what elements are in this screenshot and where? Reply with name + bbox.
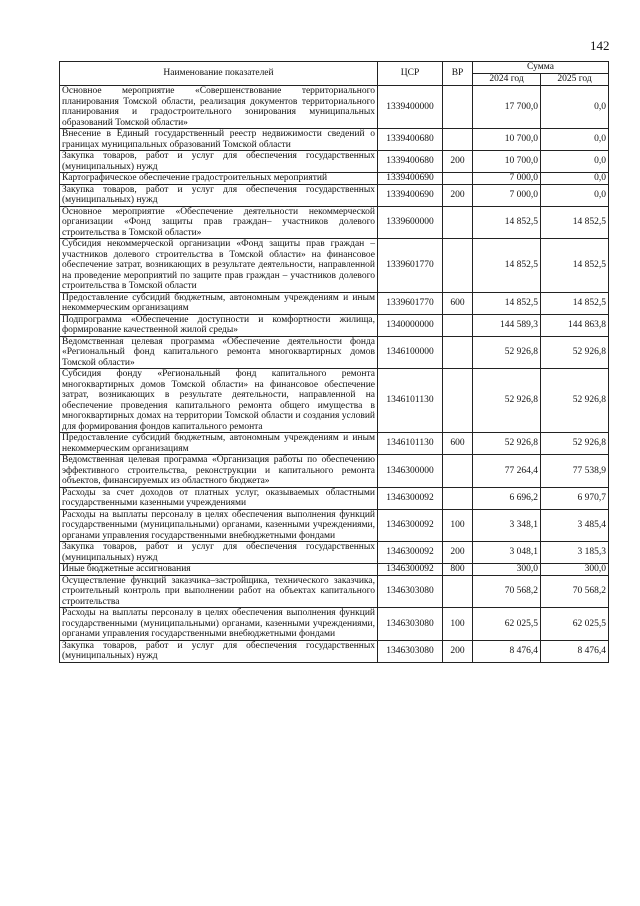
- row-csr: 1346101130: [378, 433, 443, 455]
- row-amount-2024: 52 926,8: [473, 433, 541, 455]
- row-name: Расходы за счет доходов от платных услуг, оказываемых областными государственными казенными учреждениями: [60, 487, 378, 509]
- row-csr: 1346100000: [378, 336, 443, 369]
- row-csr: 1346303080: [378, 608, 443, 641]
- row-name: Ведомственная целевая программа «Обеспечение деятельности фонда «Региональный фонд капитального ремонта многоквартирных домов Томской области»: [60, 336, 378, 369]
- row-amount-2025: 77 538,9: [541, 455, 609, 488]
- header-csr: ЦСР: [378, 62, 443, 86]
- budget-table: [59, 61, 609, 663]
- table-row: [60, 455, 609, 488]
- row-name: Картографическое обеспечение градостроительных мероприятий: [60, 173, 378, 185]
- row-vr: 200: [443, 184, 473, 206]
- table-row: [60, 509, 609, 542]
- row-csr: 1346300092: [378, 509, 443, 542]
- row-vr: [443, 129, 473, 151]
- table-row: [60, 86, 609, 129]
- row-csr: 1339601770: [378, 292, 443, 314]
- table-row: [60, 173, 609, 185]
- row-amount-2025: 3 185,3: [541, 542, 609, 564]
- table-row: [60, 564, 609, 576]
- row-csr: 1339400680: [378, 151, 443, 173]
- row-amount-2025: 6 970,7: [541, 487, 609, 509]
- row-name: Подпрограмма «Обеспечение доступности и комфортности жилища, формирование качественной жилой среды»: [60, 314, 378, 336]
- table-row: [60, 292, 609, 314]
- row-amount-2024: 144 589,3: [473, 314, 541, 336]
- row-vr: [443, 314, 473, 336]
- row-csr: 1340000000: [378, 314, 443, 336]
- row-name: Предоставление субсидий бюджетным, автономным учреждениям и иным некоммерческим организациям: [60, 433, 378, 455]
- row-name: Основное мероприятие «Совершенствование территориального планирования Томской области, реализация документов территориального планирования и градостроительного зонирования муниципальных образований Томской области»: [60, 86, 378, 129]
- row-csr: 1346300000: [378, 455, 443, 488]
- row-amount-2025: 70 568,2: [541, 575, 609, 608]
- row-csr: 1339600000: [378, 206, 443, 239]
- table-row: [60, 239, 609, 293]
- row-csr: 1339400000: [378, 86, 443, 129]
- row-name: Ведомственная целевая программа «Организация работы по обеспечению эффективного строительства, реконструкции и капитального ремонта объектов, финансируемых из областного бюджета»: [60, 455, 378, 488]
- row-amount-2025: 52 926,8: [541, 433, 609, 455]
- row-amount-2025: 62 025,5: [541, 608, 609, 641]
- table-row: [60, 575, 609, 608]
- row-amount-2025: 52 926,8: [541, 369, 609, 433]
- row-name: Субсидия некоммерческой организации «Фонд защиты прав граждан – участников долевого строительства в Томской области» на финансовое обеспечение затрат, возникающих в результате деятельности, направленной на проведение мероприятий по защите прав граждан – участников долевого строительства в Томской области: [60, 239, 378, 293]
- row-vr: 100: [443, 608, 473, 641]
- row-csr: 1339400680: [378, 129, 443, 151]
- table-row: [60, 336, 609, 369]
- row-name: Основное мероприятие «Обеспечение деятельности некоммерческой организации «Фонд защиты прав граждан– участников долевого строительства в Томской области»: [60, 206, 378, 239]
- row-amount-2025: 14 852,5: [541, 206, 609, 239]
- row-amount-2025: 14 852,5: [541, 239, 609, 293]
- table-row: [60, 608, 609, 641]
- row-vr: 200: [443, 151, 473, 173]
- table-body: [60, 86, 609, 663]
- row-csr: 1339601770: [378, 239, 443, 293]
- row-amount-2024: 6 696,2: [473, 487, 541, 509]
- header-year-2025: 2025 год: [541, 74, 609, 86]
- row-name: Осуществление функций заказчика–застройщика, технического заказчика, строительный контроль при выполнении работ на объектах капитального строительства: [60, 575, 378, 608]
- table-row: [60, 542, 609, 564]
- row-vr: [443, 206, 473, 239]
- table-row: [60, 151, 609, 173]
- row-amount-2024: 7 000,0: [473, 184, 541, 206]
- table-row: [60, 369, 609, 433]
- row-amount-2024: 17 700,0: [473, 86, 541, 129]
- row-amount-2024: 7 000,0: [473, 173, 541, 185]
- table-row: [60, 184, 609, 206]
- table-header: [60, 62, 609, 86]
- header-year-2024: 2024 год: [473, 74, 541, 86]
- row-amount-2025: 300,0: [541, 564, 609, 576]
- row-amount-2025: 0,0: [541, 86, 609, 129]
- table-row: [60, 433, 609, 455]
- row-vr: [443, 86, 473, 129]
- row-csr: 1346303080: [378, 640, 443, 662]
- row-vr: 100: [443, 509, 473, 542]
- row-vr: 600: [443, 433, 473, 455]
- row-vr: [443, 173, 473, 185]
- row-csr: 1346303080: [378, 575, 443, 608]
- row-name: Субсидия фонду «Региональный фонд капитального ремонта многоквартирных домов Томской области» на финансовое обеспечение затрат, возникающих в результате деятельности, направленной на обеспечение проведения капитального ремонта общего имущества в многоквартирных домах на территории Томской области и создания условий для формирования фондов капитального ремонта: [60, 369, 378, 433]
- table-row: [60, 487, 609, 509]
- row-vr: 200: [443, 640, 473, 662]
- row-name: Предоставление субсидий бюджетным, автономным учреждениям и иным некоммерческим организациям: [60, 292, 378, 314]
- row-name: Закупка товаров, работ и услуг для обеспечения государственных (муниципальных) нужд: [60, 542, 378, 564]
- row-vr: [443, 369, 473, 433]
- row-vr: 600: [443, 292, 473, 314]
- row-csr: 1339400690: [378, 184, 443, 206]
- row-name: Закупка товаров, работ и услуг для обеспечения государственных (муниципальных) нужд: [60, 184, 378, 206]
- row-amount-2024: 10 700,0: [473, 151, 541, 173]
- row-name: Расходы на выплаты персоналу в целях обеспечения выполнения функций государственными (муниципальными) органами, казенными учреждениями, органами управления государственными внебюджетными фондами: [60, 608, 378, 641]
- row-amount-2024: 52 926,8: [473, 369, 541, 433]
- row-vr: 800: [443, 564, 473, 576]
- row-name: Иные бюджетные ассигнования: [60, 564, 378, 576]
- row-csr: 1346300092: [378, 487, 443, 509]
- row-amount-2025: 14 852,5: [541, 292, 609, 314]
- row-amount-2024: 77 264,4: [473, 455, 541, 488]
- row-amount-2025: 0,0: [541, 129, 609, 151]
- row-amount-2024: 70 568,2: [473, 575, 541, 608]
- row-amount-2024: 62 025,5: [473, 608, 541, 641]
- table-row: [60, 640, 609, 662]
- row-amount-2024: 3 048,1: [473, 542, 541, 564]
- header-name: Наименование показателей: [60, 62, 378, 86]
- row-amount-2024: 3 348,1: [473, 509, 541, 542]
- row-amount-2025: 52 926,8: [541, 336, 609, 369]
- row-vr: [443, 575, 473, 608]
- row-amount-2024: 52 926,8: [473, 336, 541, 369]
- table-row: [60, 314, 609, 336]
- row-csr: 1346101130: [378, 369, 443, 433]
- row-vr: [443, 455, 473, 488]
- row-amount-2024: 14 852,5: [473, 239, 541, 293]
- row-name: Внесение в Единый государственный реестр недвижимости сведений о границах муниципальных образований Томской области: [60, 129, 378, 151]
- header-vr: ВР: [443, 62, 473, 86]
- row-amount-2025: 0,0: [541, 184, 609, 206]
- row-csr: 1339400690: [378, 173, 443, 185]
- row-amount-2025: 0,0: [541, 173, 609, 185]
- row-vr: 200: [443, 542, 473, 564]
- row-amount-2025: 144 863,8: [541, 314, 609, 336]
- row-vr: [443, 239, 473, 293]
- table-row: [60, 129, 609, 151]
- row-amount-2024: 10 700,0: [473, 129, 541, 151]
- page-number: 142: [590, 38, 610, 53]
- row-amount-2025: 0,0: [541, 151, 609, 173]
- row-name: Закупка товаров, работ и услуг для обеспечения государственных (муниципальных) нужд: [60, 151, 378, 173]
- row-csr: 1346300092: [378, 564, 443, 576]
- row-vr: [443, 336, 473, 369]
- header-sum: Сумма: [473, 62, 609, 74]
- table-row: [60, 206, 609, 239]
- row-amount-2024: 8 476,4: [473, 640, 541, 662]
- row-amount-2024: 14 852,5: [473, 292, 541, 314]
- row-amount-2025: 3 485,4: [541, 509, 609, 542]
- row-name: Расходы на выплаты персоналу в целях обеспечения выполнения функций государственными (муниципальными) органами, казенными учреждениями, органами управления государственными внебюджетными фондами: [60, 509, 378, 542]
- row-name: Закупка товаров, работ и услуг для обеспечения государственных (муниципальных) нужд: [60, 640, 378, 662]
- row-csr: 1346300092: [378, 542, 443, 564]
- row-amount-2025: 8 476,4: [541, 640, 609, 662]
- row-amount-2024: 300,0: [473, 564, 541, 576]
- row-amount-2024: 14 852,5: [473, 206, 541, 239]
- row-vr: [443, 487, 473, 509]
